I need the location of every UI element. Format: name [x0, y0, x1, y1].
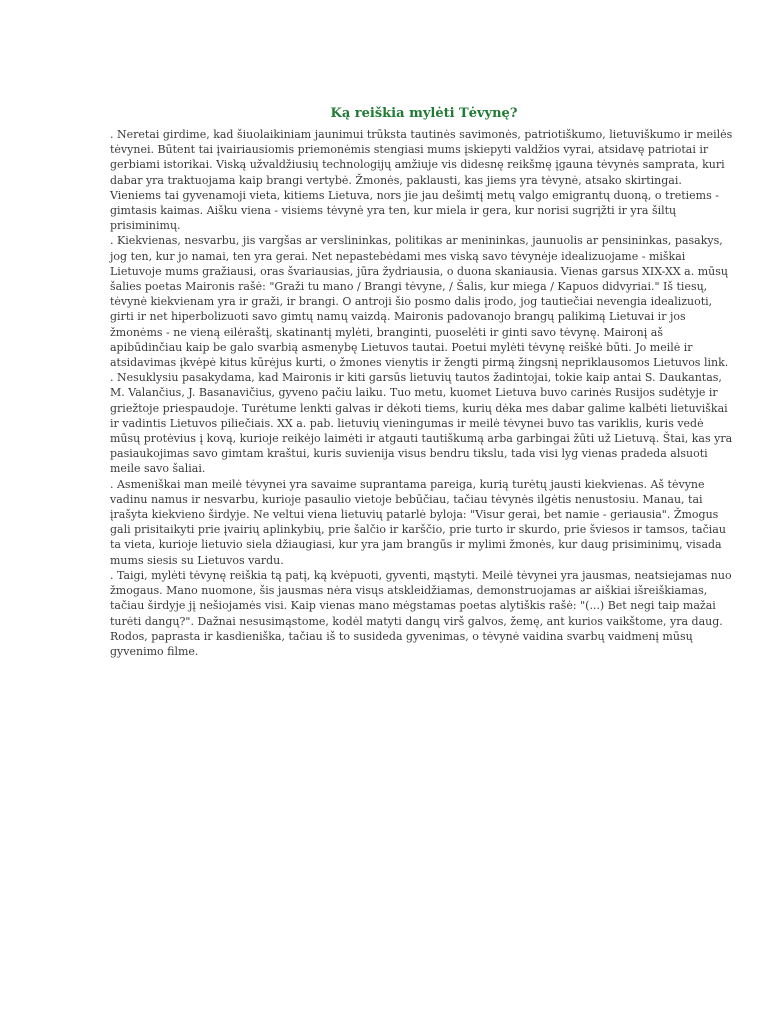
paragraph: . Taigi, mylėti tėvynę reiškia tą patį, ką kvėpuoti, gyventi, mąstyti. Meilė tėvynei yra jausmas, neatsiejamas nuo žmogaus. Mano nuomone, šis jausmas nėra visųs atskleidžiamas, demonstruojamas ar aiškiai išreiškiamas, tačiau širdyje jį nešiojamės visi. Kaip vienas mano mėgstamas poetas alytiškis rašė: "(...) Bet negi taip mažai turėti dangų?". Dažnai nesusimąstome, kodėl matyti dangų virš galvos, žemę, ant kurios vaikštome, yra daug. Rodos, paprasta ir kasdieniška, tačiau iš to susideda gyvenimas, o tėvynė vaidina svarbų vaidmenį mūsų gyvenimo filme. — [110, 568, 732, 658]
document-title: Ką reiškia mylėti Tėvynę? — [330, 106, 518, 121]
paragraph: . Nesuklysiu pasakydama, kad Maironis ir kiti garsūs lietuvių tautos žadintojai, tokie kaip antai S. Daukantas, M. Valančius, J. Basanavičius, gyveno pačiu laiku. Tuo metu, kuomet Lietuva buvo carinės Rusijos sudėtyje ir griežtoje priespaudoje. Turėtume lenkti galvas ir dėkoti tiems, kurių dėka mes dabar galime kalbėti lietuviškai ir vadintis Lietuvos piliečiais. XX a. pab. lietuvių vieningumas ir meilė tėvynei buvo tas variklis, kuris vedė mūsų protėvius į kovą, kurioje reikėjo laimėti ir atgauti tautiškumą arba garbingai žūti už Lietuvą. Štai, kas yra pasiaukojimas savo gimtam kraštui, kuris suvienija visus bendru tikslu, tada visi lyg vienas pradeda alsuoti meile savo šaliai. — [110, 371, 733, 476]
paragraph: . Neretai girdime, kad šiuolaikiniam jaunimui trūksta tautinės savimonės, patriotiškumo, lietuviškumo ir meilės tėvynei. Būtent tai įvairiausiomis priemonėmis stengiasi mums įskiepyti valdžios vyrai, atsidavę patriotai ir gerbiami istorikai. Viską užvaldžiusių technologijų amžiuje vis didesnę reikšmę įgauna tėvynės samprata, kuri dabar yra traktuojama kaip brangi vertybė. Žmonės, paklausti, kas jiems yra tėvynė, atsako skirtingai. Vieniems tai gyvenamoji vieta, kitiems Lietuva, nors jie jau dešimtį metų valgo emigrantų duoną, o tretiems - gimtasis kaimas. Aišku viena - visiems tėvynė yra ten, kur miela ir gera, kur norisi sugrįžti ir yra šiltų prisiminimų. — [110, 128, 733, 233]
paragraph: . Kiekvienas, nesvarbu, jis vargšas ar verslininkas, politikas ar menininkas, jaunuolis ar pensininkas, pasakys, jog ten, kur jo namai, ten yra gerai. Net nepastebėdami mes viską savo tėvynėje idealizuojame - miškai Lietuvoje mums gražiausi, oras švariausias, jūra žydriausia, o duona skaniausia. Vienas garsus XIX-XX a. mūsų šalies poetas Maironis rašė: "Graži tu mano / Brangi tėvyne, / Šalis, kur miega / Kapuos didvyriai." Iš tiesų, tėvynė kiekvienam yra ir graži, ir brangi. O antroji šio posmo dalis įrodo, jog tautiečiai nevengia idealizuoti, girti ir net hiperbolizuoti savo gimtų namų vaizdą. Maironis padovanojo brangų palikimą Lietuvai ir jos žmonėms - ne vieną eilėraštį, skatinantį mylėti, branginti, puoselėti ir ginti savo tėvynę. Maironį aš apibūdinčiau kaip be galo svarbią asmenybę Lietuvos tautai. Poetui mylėti tėvynę reiškė būti. Jo meilė ir atsidavimas įkvėpė kitus kūrėjus kurti, o žmones vienytis ir žengti pirmą žingsnį nepriklausomos Lietuvos link. — [110, 234, 729, 370]
document-body — [110, 127, 734, 659]
paragraph: . Asmeniškai man meilė tėvynei yra savaime suprantama pareiga, kurią turėtų jausti kiekvienas. Aš tėvyne vadinu namus ir nesvarbu, kurioje pasaulio vietoje bebūčiau, tačiau tėvynės ilgėtis nenustosiu. Manau, tai įrašyta kiekvieno širdyje. Ne veltui viena lietuvių patarlė byloja: "Visur gerai, bet namie - geriausia". Žmogus gali prisitaikyti prie įvairių aplinkybių, prie šalčio ir karščio, prie turto ir skurdo, prie šviesos ir tamsos, tačiau ta vieta, kurioje lietuvio siela džiaugiasi, kur yra jam brangūs ir mylimi žmonės, kur daug prisiminimų, visada mums siesis su Lietuvos vardu. — [110, 477, 726, 567]
